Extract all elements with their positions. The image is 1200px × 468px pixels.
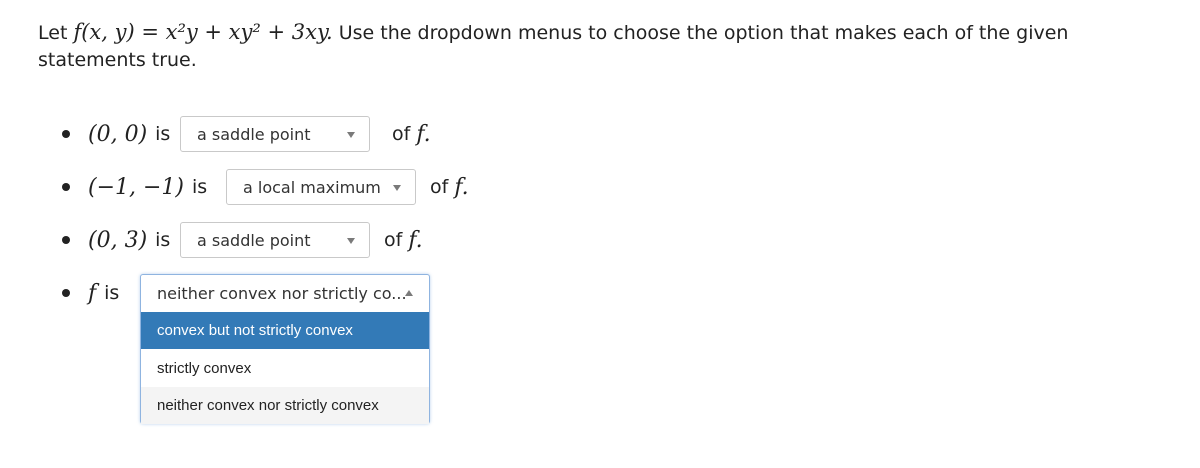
statement-4-dropdown[interactable]: [140, 274, 430, 424]
dropdown-option-strictly-convex[interactable]: strictly convex: [157, 360, 252, 377]
statement-4-subject: f: [88, 280, 97, 306]
function-symbol: f.: [408, 227, 423, 253]
statement-2-selected: a local maximum: [243, 177, 381, 197]
statement-3-selected: a saddle point: [197, 230, 311, 250]
of-word: of: [430, 176, 449, 198]
of-word: of: [392, 123, 411, 145]
chevron-down-icon: [347, 132, 355, 138]
statement-4-selected[interactable]: [141, 275, 429, 312]
statement-2-is: is: [192, 176, 208, 198]
statement-1-suffix: [392, 116, 431, 152]
instruction-text: Use the dropdown menus to choose the option that makes each of the given statements true.: [38, 22, 1069, 71]
chevron-up-icon: [405, 290, 413, 296]
statement-1-selected: a saddle point: [197, 124, 311, 144]
function-symbol: f.: [454, 174, 469, 200]
statement-2-dropdown[interactable]: [226, 169, 416, 205]
statement-2-suffix: [430, 169, 469, 205]
statement-2: [62, 169, 207, 205]
statement-3-is: is: [155, 229, 171, 251]
dropdown-option-convex-not-strictly[interactable]: convex but not strictly convex: [141, 312, 429, 349]
chevron-down-icon: [393, 185, 401, 191]
statement-4: [62, 275, 119, 311]
of-word: of: [384, 229, 403, 251]
function-symbol: f.: [416, 121, 431, 147]
statement-3-point: (0, 3): [88, 227, 148, 253]
question-prompt: [38, 19, 1168, 74]
statement-1: [62, 116, 170, 152]
bullet-icon: [62, 289, 70, 297]
statement-1-point: (0, 0): [88, 121, 148, 147]
statement-2-point: (−1, −1): [88, 174, 185, 200]
dropdown-option-neither[interactable]: neither convex nor strictly convex: [141, 387, 429, 424]
statement-4-is: is: [104, 282, 120, 304]
bullet-icon: [62, 183, 70, 191]
statement-3-suffix: [384, 222, 423, 258]
function-definition: f(x, y) = x²y + xy² + 3xy.: [73, 20, 333, 44]
statement-3: [62, 222, 170, 258]
chevron-down-icon: [347, 238, 355, 244]
statement-3-dropdown[interactable]: [180, 222, 370, 258]
statement-1-is: is: [155, 123, 171, 145]
bullet-icon: [62, 130, 70, 138]
bullet-icon: [62, 236, 70, 244]
statement-1-dropdown[interactable]: [180, 116, 370, 152]
let-word: Let: [38, 22, 68, 44]
statement-4-selected-text: neither convex nor strictly co...: [157, 284, 407, 303]
